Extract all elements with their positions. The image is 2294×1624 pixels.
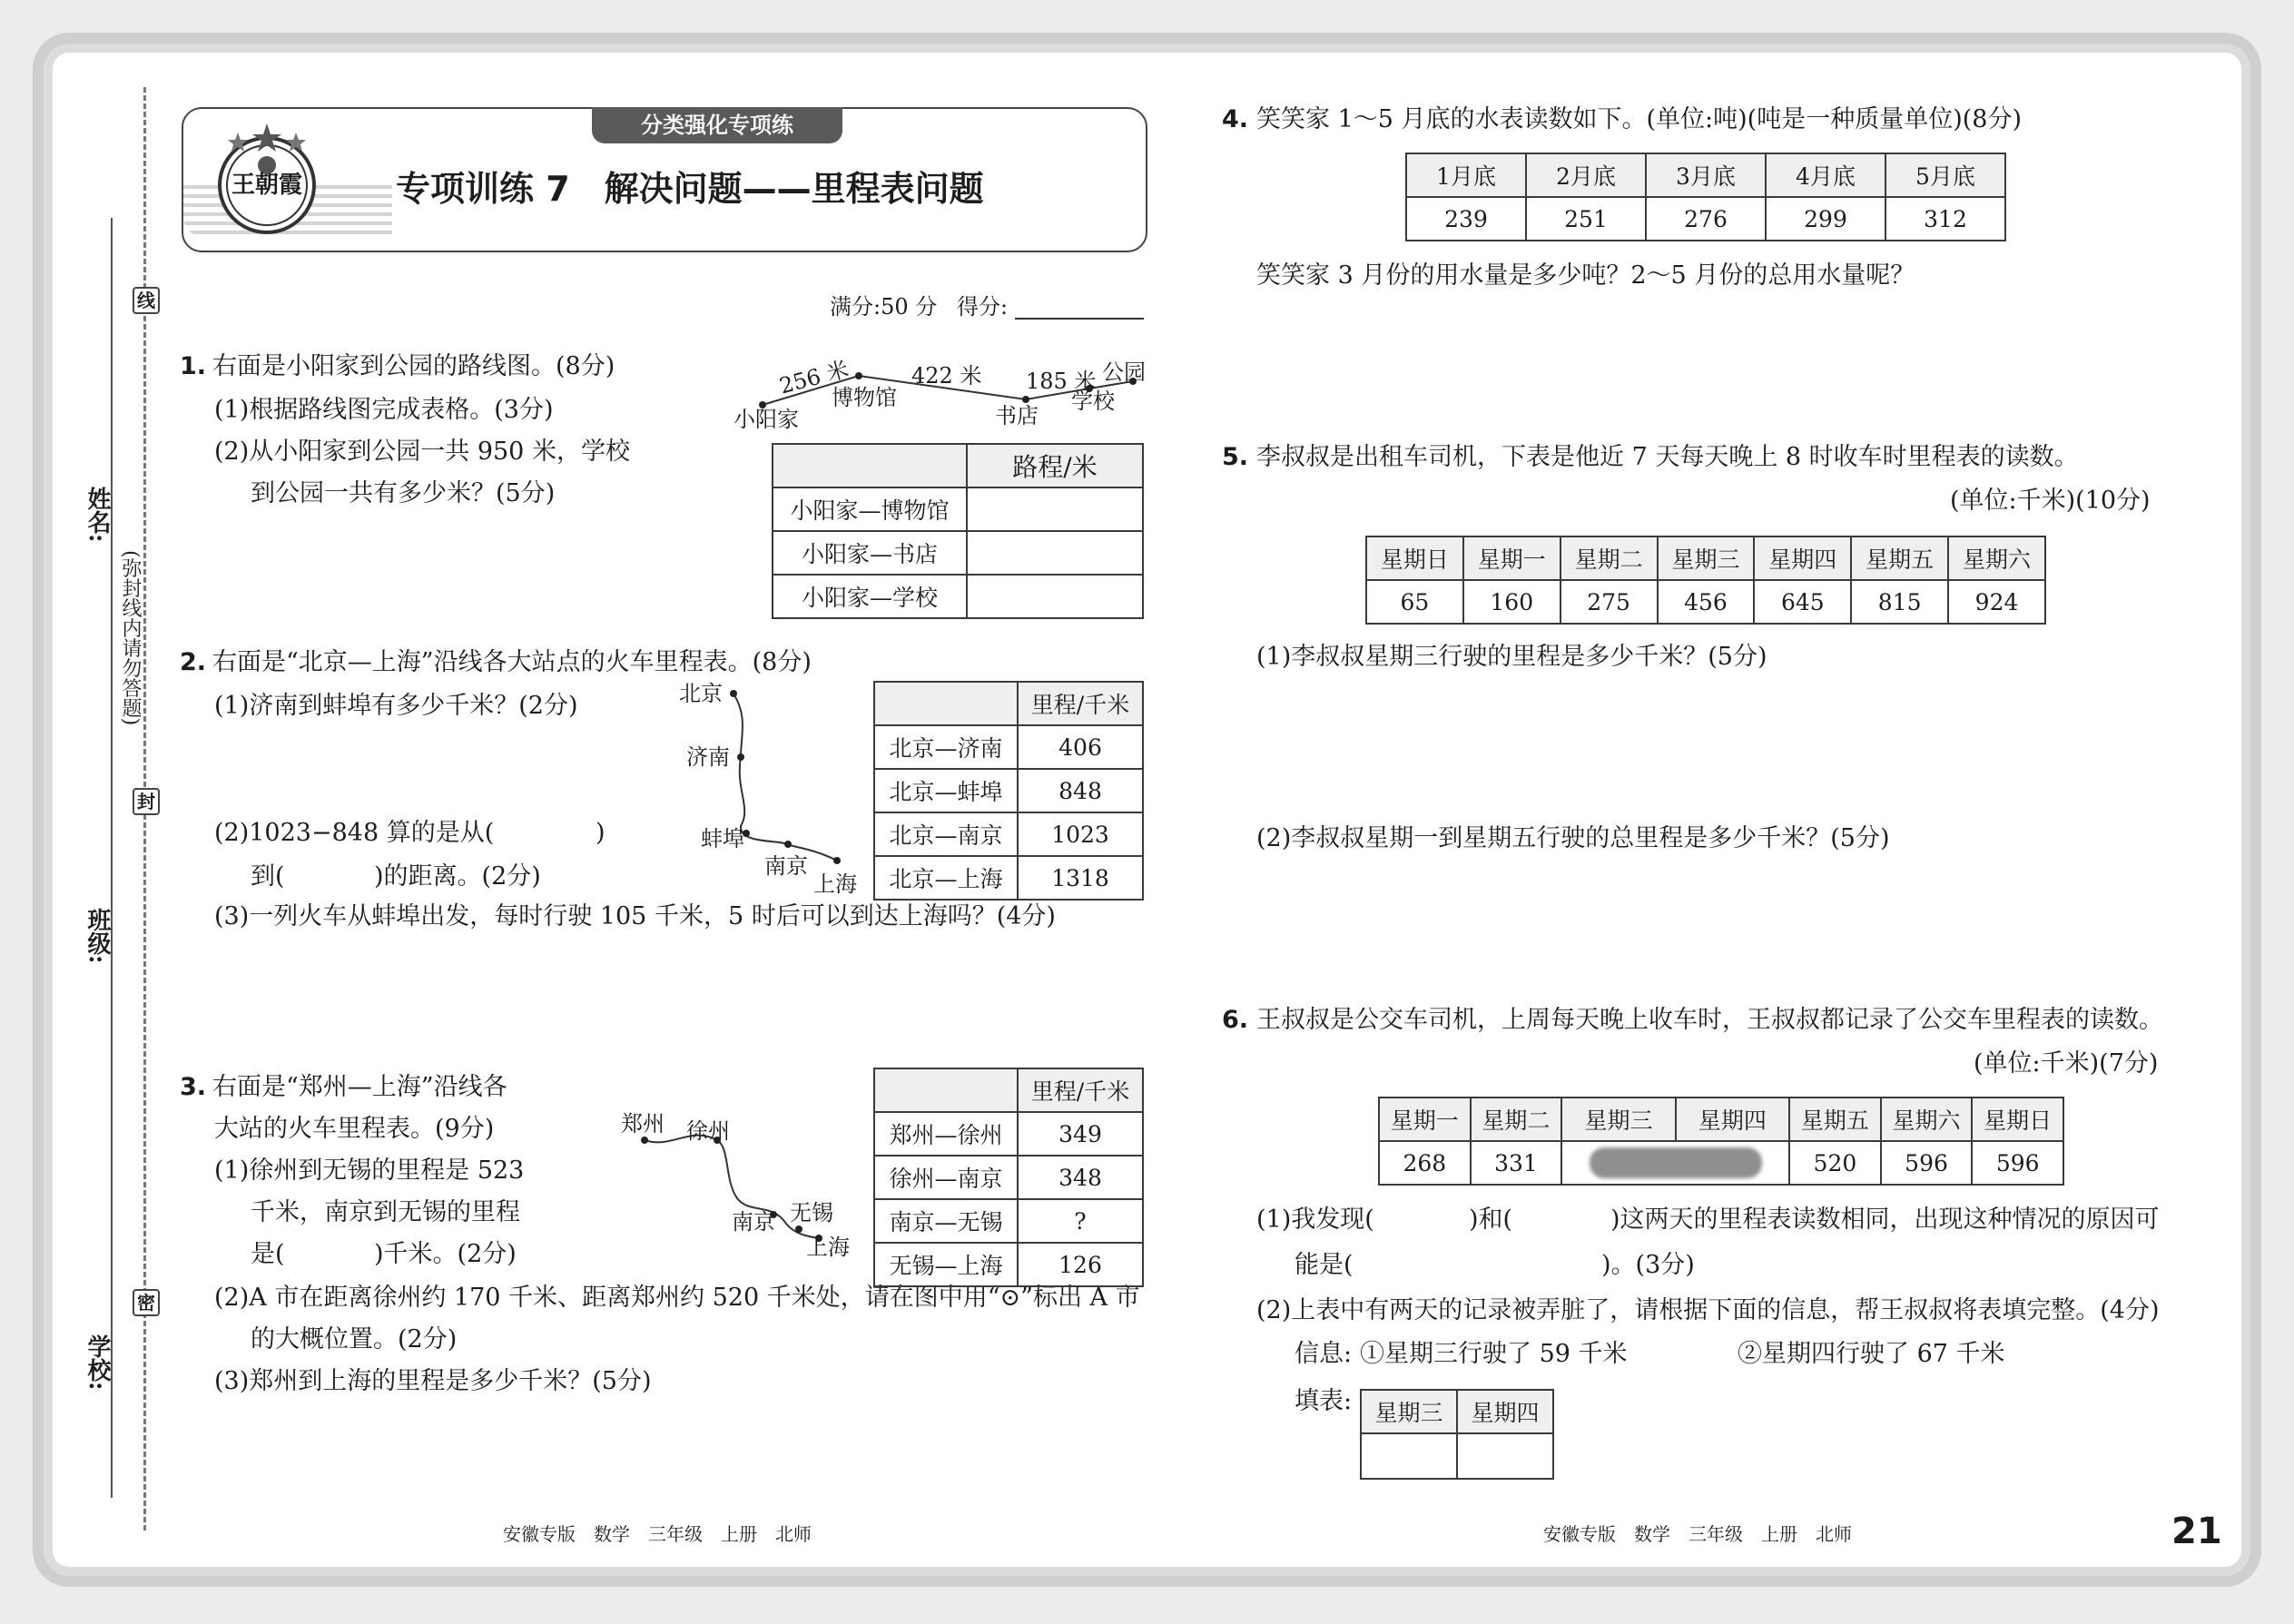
q1-museum-label: 博物馆: [832, 385, 897, 410]
q3-number: 3.: [180, 1073, 207, 1101]
q5-day-3: 星期二: [1561, 536, 1658, 580]
q6-reading-6: 596: [1881, 1141, 1973, 1185]
q2-part2b-end: )的距离。(2分): [374, 862, 541, 891]
q5-day-5: 星期四: [1754, 536, 1851, 580]
q6-fill-thu: 星期四: [1457, 1390, 1553, 1433]
q4-reading-3: 276: [1646, 197, 1766, 241]
q6-day-5: 星期五: [1789, 1097, 1881, 1141]
q2-row-2-route: 北京—蚌埠: [874, 769, 1018, 812]
q6-day-7: 星期日: [1972, 1097, 2063, 1141]
q2-row-1-km: 406: [1018, 725, 1143, 769]
q5-day-1: 星期日: [1366, 536, 1463, 580]
binding-seal-char: 封: [133, 788, 160, 815]
q6-reading-5: 520: [1789, 1141, 1881, 1185]
q6-unit: (单位:千米)(7分): [1974, 1049, 2159, 1078]
binding-close-char: 密: [133, 1289, 160, 1316]
q6-part1b-end: )。(3分): [1601, 1251, 1695, 1279]
q1-row-school: 小阳家—学校: [773, 575, 967, 618]
q5-part2: (2)李叔叔星期一到星期五行驶的总里程是多少千米？(5分): [1256, 824, 1890, 852]
q2-bengbu-label: 蚌埠: [701, 826, 744, 851]
q6-reading-7: 596: [1972, 1141, 2063, 1185]
q3-zhengzhou-label: 郑州: [621, 1111, 665, 1137]
q3-part1-line2: 千米，南京到无锡的里程: [251, 1198, 520, 1226]
q6-part1b-start: 能是(: [1295, 1251, 1354, 1279]
q3-shanghai-label: 上海: [806, 1235, 850, 1260]
q6-day-1: 星期一: [1379, 1097, 1471, 1141]
q6-part1-start: (1)我发现(: [1256, 1206, 1374, 1234]
q2-row-3-km: 1023: [1018, 812, 1143, 856]
q1-part2-line1: (2)从小阳家到公园一共 950 米，学校: [214, 438, 630, 466]
class-label: 班级:: [84, 908, 111, 964]
q6-fill-wed: 星期三: [1361, 1390, 1457, 1433]
q1-row-bookstore: 小阳家—书店: [773, 531, 967, 575]
q2-part3: (3)一列火车从蚌埠出发，每时行驶 105 千米，5 时后可以到达上海吗？(4分): [214, 902, 1056, 930]
q3-row-2-km: 348: [1018, 1156, 1143, 1199]
q6-reading-1: 268: [1379, 1141, 1471, 1185]
q5-part1: (1)李叔叔星期三行驶的里程是多少千米？(5分): [1256, 643, 1767, 671]
q5-reading-6: 815: [1851, 580, 1948, 624]
q4-month-4: 4月底: [1766, 153, 1885, 197]
q3-wuxi-label: 无锡: [790, 1200, 833, 1225]
full-score: 满分:50 分: [830, 294, 938, 320]
q6-part1-mid: )和(: [1469, 1206, 1513, 1234]
q4-question: 笑笑家 3 月份的用水量是多少吨？2～5 月份的总用水量呢？: [1256, 261, 1915, 290]
q3-table: [873, 1068, 1144, 1287]
q3-stem-line2: 大站的火车里程表。(9分): [214, 1115, 495, 1143]
q2-number: 2.: [180, 648, 207, 676]
q6-part1-end: )这两天的里程表读数相同，出现这种情况的原因可: [1610, 1206, 2160, 1234]
q1-answer-museum[interactable]: [967, 487, 1143, 531]
binding-note: (弥封线内请勿答题): [119, 550, 142, 726]
q3-part2-line2: 的大概位置。(2分): [251, 1325, 458, 1353]
q3-row-4-route: 无锡—上海: [874, 1243, 1018, 1286]
q1-stem: 右面是小阳家到公园的路线图。(8分): [212, 352, 615, 380]
q2-part2b-start: 到(: [251, 862, 285, 891]
q2-table: [873, 681, 1144, 901]
q1-part2-line2: 到公园一共有多少米？(5分): [251, 479, 556, 507]
q1-table: [772, 443, 1144, 619]
q3-part1-line3-end: )千米。(2分): [374, 1240, 517, 1268]
q4-month-2: 2月底: [1526, 153, 1646, 197]
q5-day-7: 星期六: [1948, 536, 2045, 580]
q3-part3: (3)郑州到上海的里程是多少千米？(5分): [214, 1367, 652, 1395]
q4-table: [1405, 153, 2006, 241]
q2-row-1-route: 北京—济南: [874, 725, 1018, 769]
q6-day-4: 星期四: [1676, 1097, 1789, 1141]
q6-fill-label: 填表:: [1295, 1387, 1353, 1415]
page-number: 21: [2171, 1511, 2222, 1552]
q6-info-label: 信息:: [1295, 1340, 1353, 1368]
q4-reading-1: 239: [1406, 197, 1526, 241]
q1-dist-422: 422 米: [911, 363, 982, 389]
q3-row-1-route: 郑州—徐州: [874, 1112, 1018, 1156]
q1-table-header: 路程/米: [967, 444, 1143, 487]
q3-nanjing-label: 南京: [732, 1209, 775, 1235]
q5-reading-5: 645: [1754, 580, 1851, 624]
q2-row-2-km: 848: [1018, 769, 1143, 812]
q5-reading-1: 65: [1366, 580, 1463, 624]
q6-table: [1378, 1097, 2064, 1186]
score-blank[interactable]: [1015, 318, 1144, 320]
q3-stem-line1: 右面是“郑州—上海”沿线各: [212, 1073, 507, 1101]
q3-part1-line1: (1)徐州到无锡的里程是 523: [214, 1156, 525, 1185]
q2-row-4-km: 1318: [1018, 856, 1143, 900]
q6-day-3: 星期三: [1561, 1097, 1675, 1141]
q2-part2-close: ): [596, 819, 605, 847]
smudge-mark: [1590, 1147, 1762, 1178]
q1-part1: (1)根据路线图完成表格。(3分): [214, 396, 554, 424]
q6-info-1: ①星期三行驶了 59 千米: [1360, 1340, 1628, 1368]
q1-dist-256: 256 米: [776, 356, 852, 399]
q1-park-label: 公园: [1102, 359, 1146, 385]
q2-row-3-route: 北京—南京: [874, 812, 1018, 856]
q5-number: 5.: [1222, 443, 1249, 471]
q6-info-2: ②星期四行驶了 67 千米: [1738, 1340, 2005, 1368]
header-banner: 分类强化专项练: [592, 107, 842, 143]
q3-row-3-route: 南京—无锡: [874, 1199, 1018, 1243]
q5-table: [1365, 536, 2046, 625]
q5-day-4: 星期三: [1658, 536, 1755, 580]
q4-reading-4: 299: [1766, 197, 1885, 241]
q5-unit: (单位:千米)(10分): [1950, 487, 2151, 515]
q5-reading-4: 456: [1658, 580, 1755, 624]
brand-logo: [203, 114, 330, 241]
school-label: 学校:: [84, 1334, 111, 1391]
q5-day-6: 星期五: [1851, 536, 1948, 580]
q3-xuzhou-label: 徐州: [686, 1118, 730, 1144]
name-label: 姓名:: [84, 487, 111, 543]
q4-stem: 笑笑家 1～5 月底的水表读数如下。(单位:吨)(吨是一种质量单位)(8分): [1256, 105, 2022, 133]
q2-jinan-label: 济南: [686, 744, 730, 770]
q5-reading-7: 924: [1948, 580, 2045, 624]
q5-day-2: 星期一: [1463, 536, 1561, 580]
q4-month-1: 1月底: [1406, 153, 1526, 197]
q6-reading-2: 331: [1471, 1141, 1562, 1185]
q6-fill-wed-answer[interactable]: [1361, 1433, 1457, 1479]
q2-table-header: 里程/千米: [1018, 682, 1143, 725]
q1-answer-bookstore[interactable]: [967, 531, 1143, 575]
page-title: 专项训练 7 解决问题——里程表问题: [396, 169, 984, 209]
q6-fill-table: [1360, 1389, 1554, 1480]
q3-row-1-km: 349: [1018, 1112, 1143, 1156]
binding-solid-line: [111, 218, 113, 1498]
q5-reading-2: 160: [1463, 580, 1561, 624]
q2-part2-start: (2)1023−848 算的是从(: [214, 819, 495, 847]
q6-fill-thu-answer[interactable]: [1457, 1433, 1553, 1479]
q1-number: 1.: [180, 352, 207, 380]
q1-answer-school[interactable]: [967, 575, 1143, 618]
q2-part1: (1)济南到蚌埠有多少千米？(2分): [214, 692, 578, 720]
q3-row-2-route: 徐州—南京: [874, 1156, 1018, 1199]
footer-right: 安徽专版 数学 三年级 上册 北师: [1543, 1523, 1852, 1545]
q1-school-label: 学校: [1071, 389, 1115, 414]
score-label: 得分:: [957, 294, 1009, 320]
q2-beijing-label: 北京: [679, 681, 723, 706]
q4-reading-2: 251: [1526, 197, 1646, 241]
q6-part2: (2)上表中有两天的记录被弄脏了，请根据下面的信息，帮王叔叔将表填完整。(4分): [1256, 1296, 2160, 1324]
q3-part1-line3-start: 是(: [251, 1240, 285, 1268]
q3-row-4-km: 126: [1018, 1243, 1143, 1286]
q6-number: 6.: [1222, 1006, 1249, 1034]
q4-reading-5: 312: [1885, 197, 2005, 241]
q4-number: 4.: [1222, 105, 1249, 133]
logo-text: 王朝霞: [231, 172, 302, 199]
binding-line-char: 线: [133, 287, 160, 314]
q1-row-museum: 小阳家—博物馆: [773, 487, 967, 531]
q6-day-6: 星期六: [1881, 1097, 1973, 1141]
q1-home-label: 小阳家: [733, 407, 799, 432]
q5-reading-3: 275: [1561, 580, 1658, 624]
q3-table-header: 里程/千米: [1018, 1068, 1143, 1112]
q3-part2-line1: (2)A 市在距离徐州约 170 千米、距离郑州约 520 千米处，请在图中用“⊙”标出 A 市: [214, 1284, 1140, 1312]
q3-row-3-km: ?: [1018, 1199, 1143, 1243]
q2-nanjing-label: 南京: [764, 853, 808, 879]
q2-stem: 右面是“北京—上海”沿线各大站点的火车里程表。(8分): [212, 648, 812, 676]
q1-bookstore-label: 书店: [995, 403, 1039, 428]
footer-left: 安徽专版 数学 三年级 上册 北师: [503, 1523, 812, 1545]
q5-stem: 李叔叔是出租车司机，下表是他近 7 天每天晚上 8 时收车时里程表的读数。: [1256, 443, 2079, 471]
q4-month-5: 5月底: [1885, 153, 2005, 197]
q1-dist-185: 185 米: [1026, 369, 1097, 394]
q6-stem: 王叔叔是公交车司机，上周每天晚上收车时，王叔叔都记录了公交车里程表的读数。: [1256, 1006, 2163, 1034]
q6-smudged-cells: [1561, 1141, 1789, 1185]
q4-month-3: 3月底: [1646, 153, 1766, 197]
q2-shanghai-label: 上海: [813, 871, 857, 897]
q2-row-4-route: 北京—上海: [874, 856, 1018, 900]
q6-day-2: 星期二: [1471, 1097, 1562, 1141]
